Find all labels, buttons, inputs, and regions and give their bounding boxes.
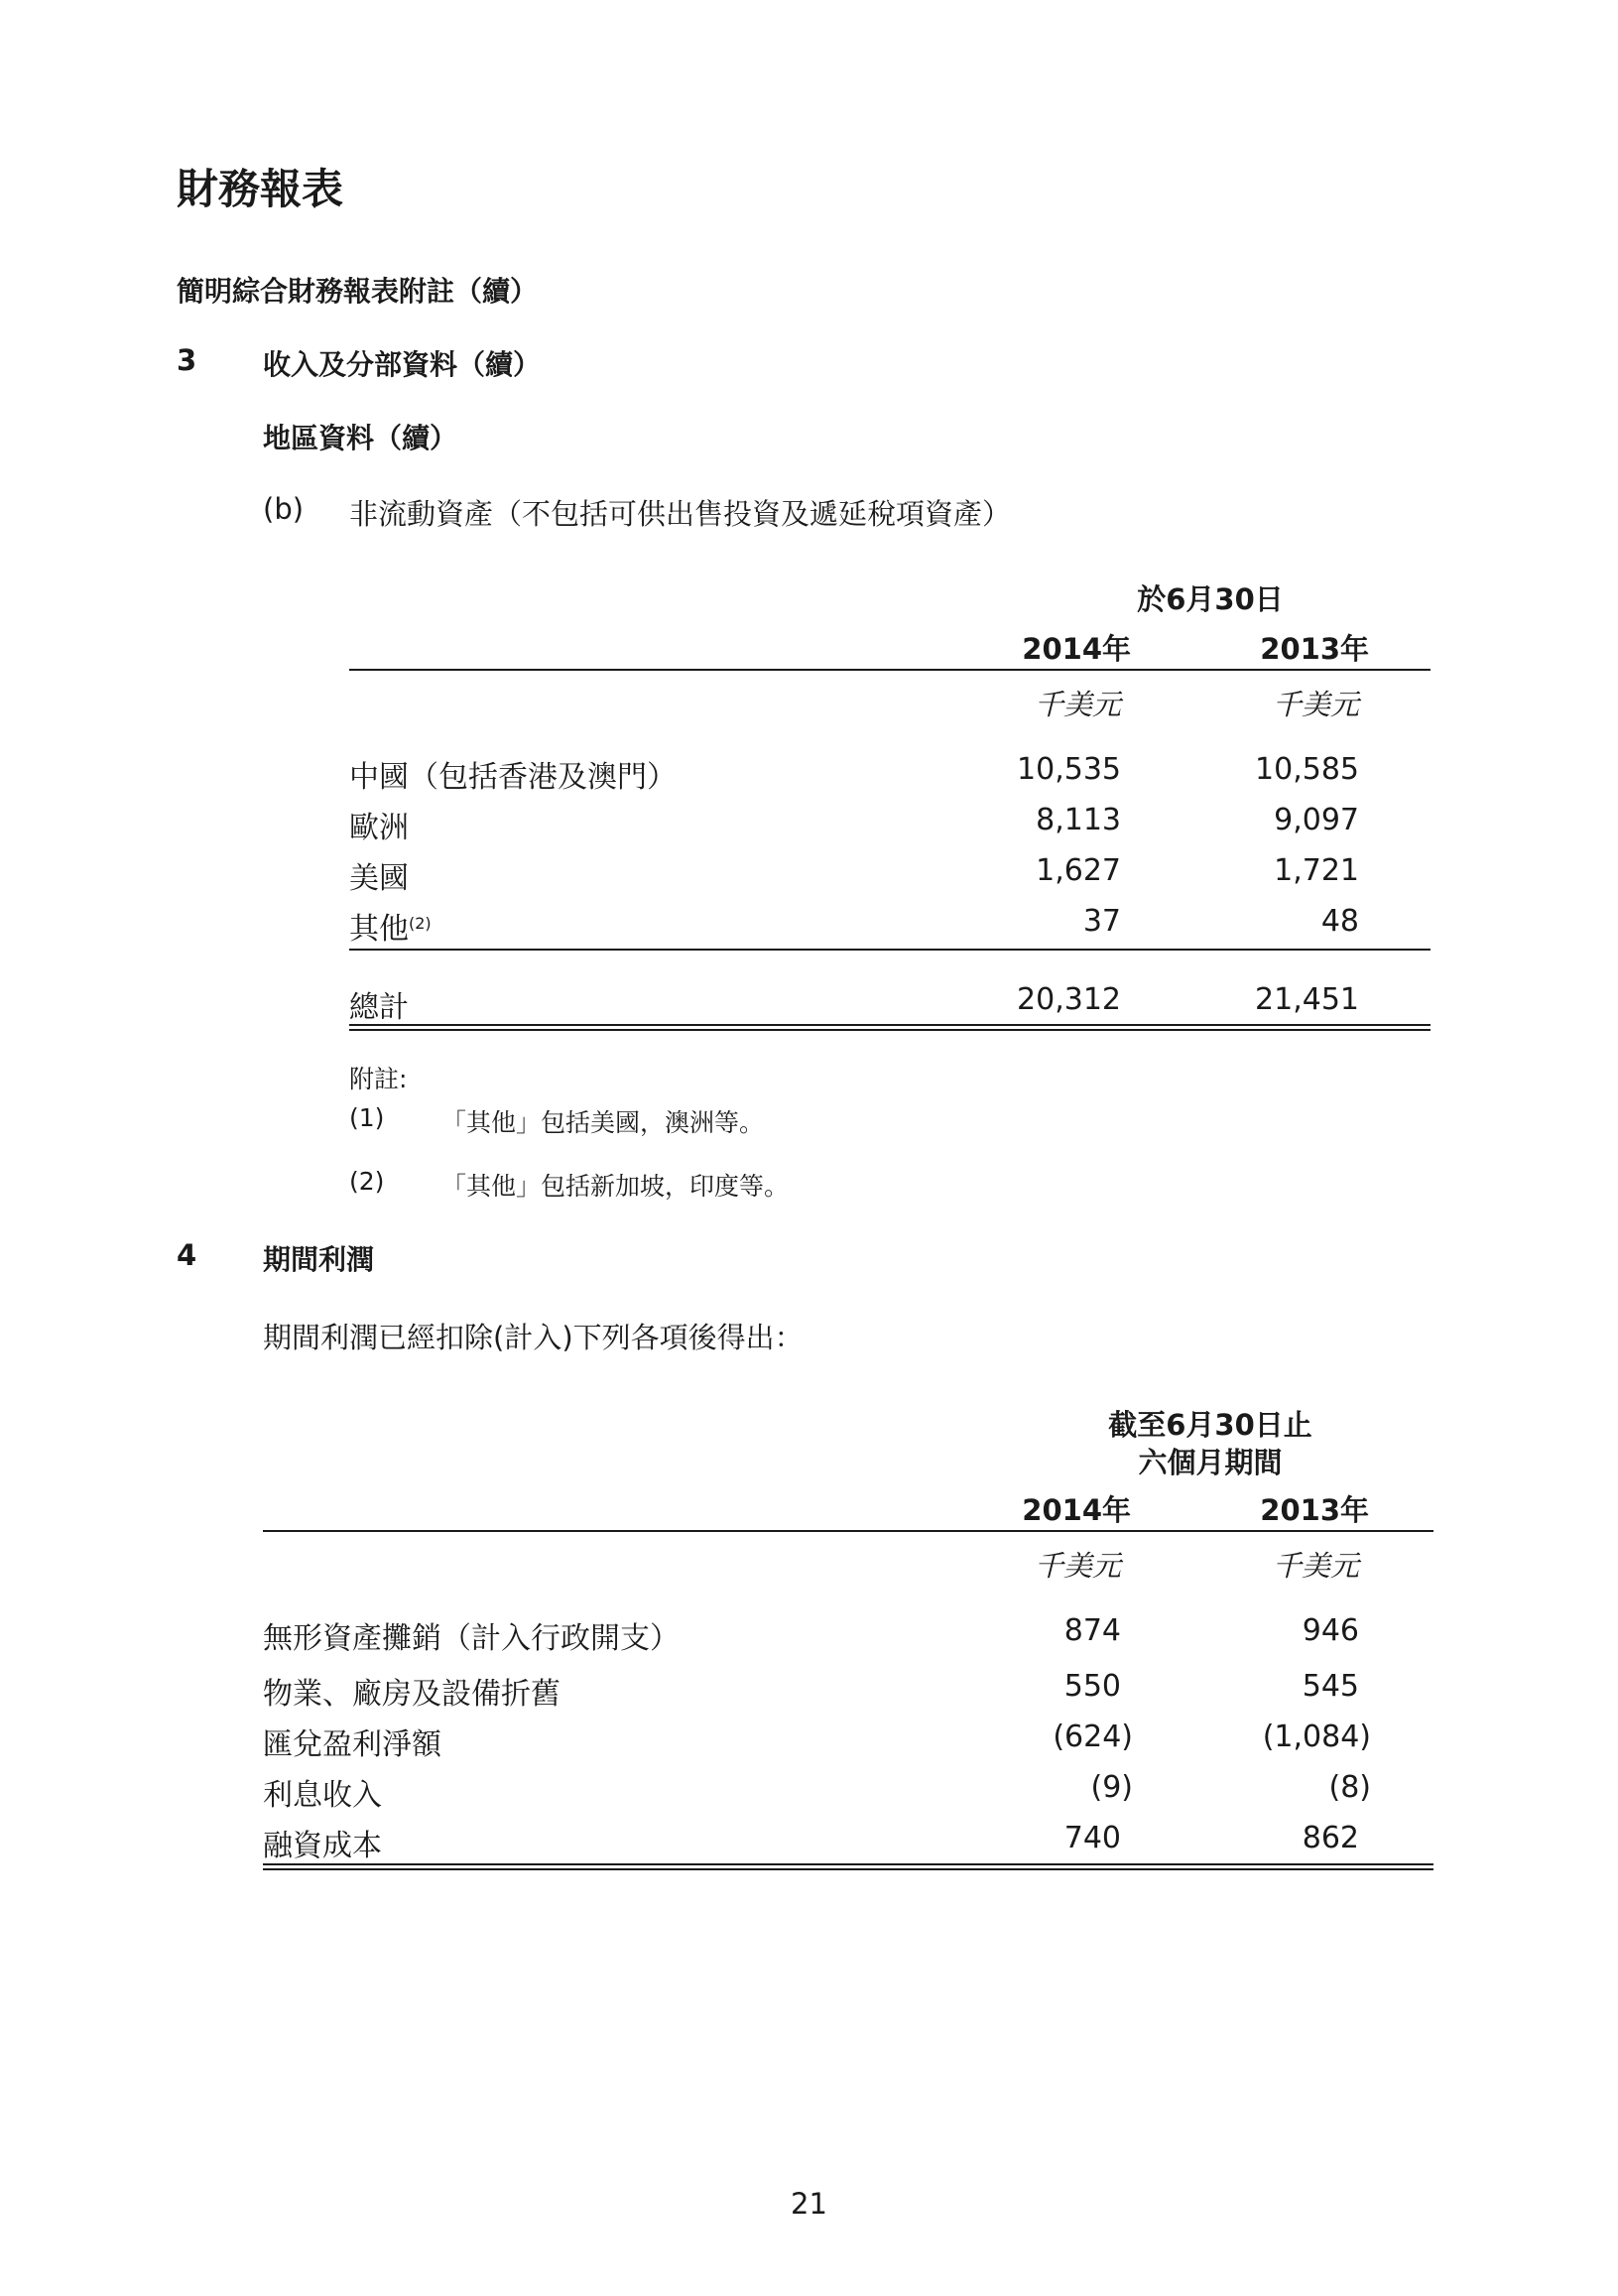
table2-period-header-line1: 截至6月30日止 [1108,1408,1312,1442]
table1-unit-2014: 千美元 [1034,688,1121,721]
row-label: 融資成本 [263,1829,382,1863]
item-b-label: (b) [263,492,305,526]
row-value-2013: (8) [1328,1770,1371,1805]
row-value-2014: 37 [1082,904,1121,939]
section-4-number: 4 [177,1238,197,1272]
row-value-2014: 8,113 [1036,803,1121,837]
table1-unit-2013: 千美元 [1272,688,1359,721]
row-value-2013: 1,721 [1274,853,1359,888]
row-value-2013: 545 [1302,1669,1359,1704]
total-label: 總計 [349,990,409,1025]
page-number: 21 [791,2187,827,2221]
footnote-ref: (2) [409,914,432,933]
row-label: 中國（包括香港及澳門） [349,760,677,795]
row-label: 美國 [349,861,409,896]
table2-total-double-rule [263,1863,1433,1870]
section-3-title: 收入及分部資料（續） [263,348,542,381]
table2-period-header-line2: 六個月期間 [1138,1446,1283,1479]
section-4-title: 期間利潤 [263,1243,375,1276]
table1-col-2014: 2014年 [1022,632,1131,666]
row-label: 匯兌盈利淨額 [263,1727,441,1762]
section-3-subheading: 地區資料（續） [263,422,458,454]
note-1-text: 「其他」包括美國，澳洲等。 [441,1108,765,1137]
row-value-2014: (624) [1053,1720,1133,1754]
table1-subtotal-rule [349,949,1431,951]
item-b-text: 非流動資產（不包括可供出售投資及遞延稅項資產） [349,497,1012,531]
row-value-2014: 740 [1063,1821,1121,1855]
table2-unit-2013: 千美元 [1272,1549,1359,1583]
row-value-2014: 1,627 [1036,853,1121,888]
row-label: 物業、廠房及設備折舊 [263,1677,560,1712]
note-1-number: (1) [349,1103,385,1132]
row-label: 無形資產攤銷（計入行政開支） [263,1621,680,1656]
notes-subtitle: 簡明綜合財務報表附註（續） [177,275,539,308]
section-3-number: 3 [177,343,197,377]
total-value-2013: 21,451 [1255,982,1359,1017]
table1-period-header: 於6月30日 [1137,582,1284,616]
note-2-number: (2) [349,1167,385,1196]
notes-heading: 附註: [349,1065,408,1093]
row-value-2013: 946 [1302,1613,1359,1648]
row-label: 歐洲 [349,811,409,845]
row-label: 其他$^{(2)}$ [349,912,432,947]
page-title: 財務報表 [177,165,344,213]
row-value-2013: 9,097 [1274,803,1359,837]
row-value-2014: 10,535 [1017,752,1121,787]
table1-col-2013: 2013年 [1260,632,1369,666]
row-value-2013: 48 [1320,904,1359,939]
note-2-text: 「其他」包括新加坡，印度等。 [441,1172,790,1201]
section-4-intro: 期間利潤已經扣除(計入)下列各項後得出： [263,1321,804,1354]
table1-header-rule [349,669,1431,671]
row-value-2014: 874 [1063,1613,1121,1648]
table2-unit-2014: 千美元 [1034,1549,1121,1583]
row-value-2013: (1,084) [1262,1720,1371,1754]
table2-col-2013: 2013年 [1260,1493,1369,1527]
row-label: 利息收入 [263,1778,382,1813]
row-value-2014: 550 [1063,1669,1121,1704]
table1-total-double-rule [349,1024,1431,1031]
table2-col-2014: 2014年 [1022,1493,1131,1527]
row-value-2014: (9) [1090,1770,1133,1805]
row-value-2013: 10,585 [1255,752,1359,787]
total-value-2014: 20,312 [1017,982,1121,1017]
table2-header-rule [263,1530,1433,1532]
row-value-2013: 862 [1302,1821,1359,1855]
